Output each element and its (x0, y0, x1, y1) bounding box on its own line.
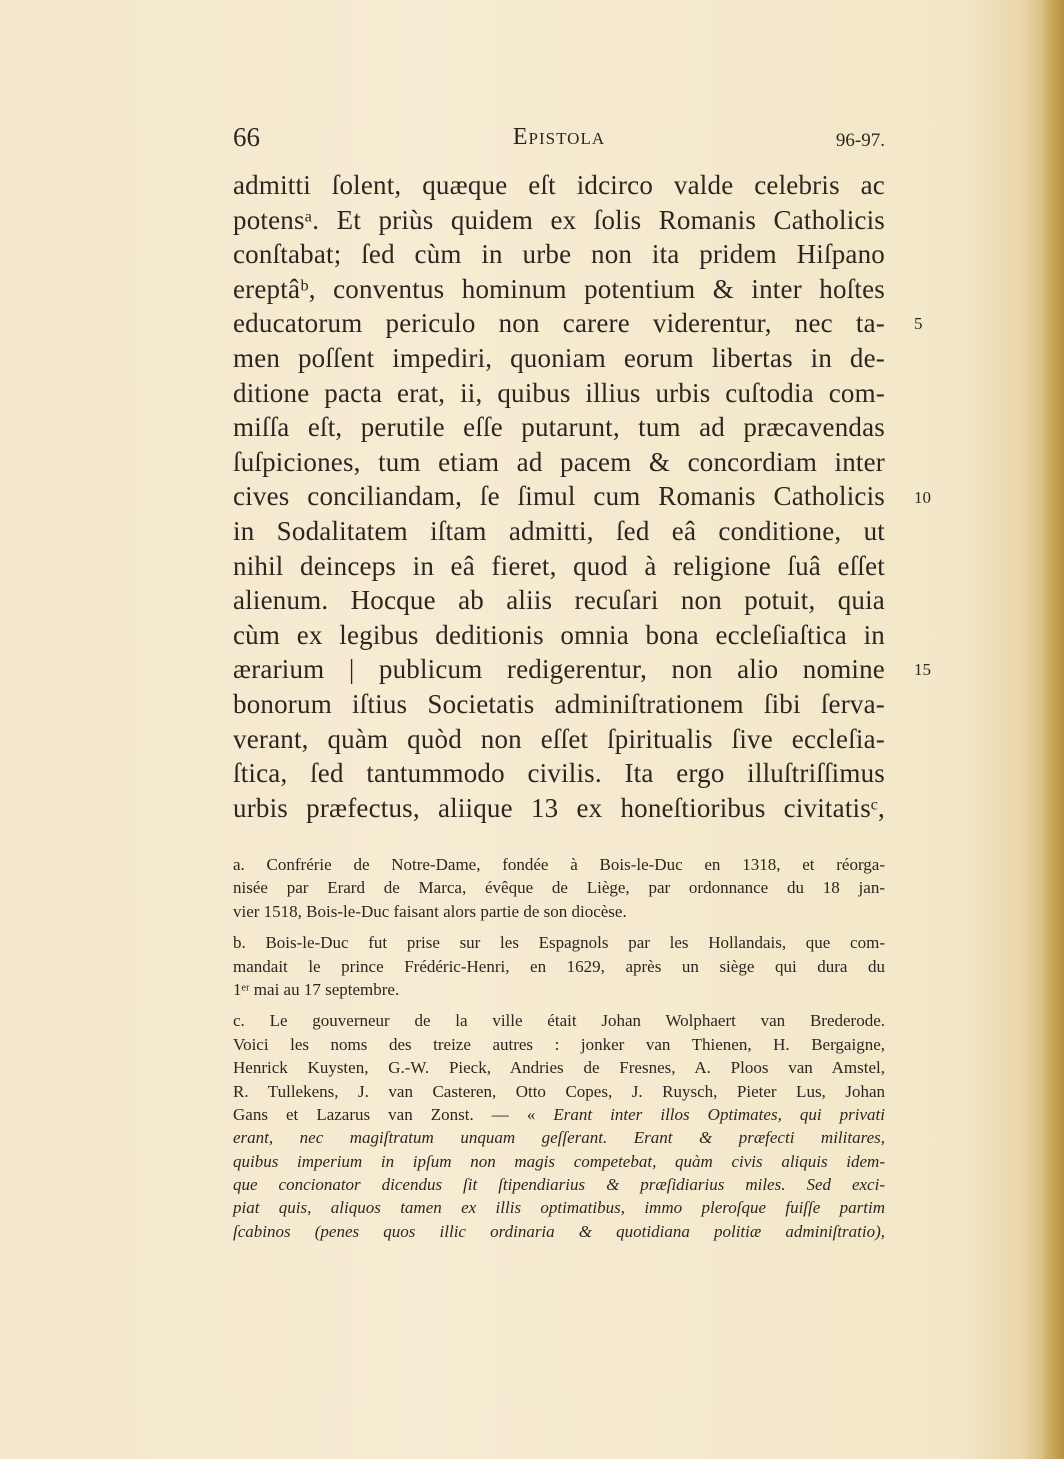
body-line: cùm ex legibus deditionis omnia bona eccleſiaſtica in (233, 619, 885, 650)
footnote-a-line: a. Confrérie de Notre-Dame, fondée à Bois-le-Duc en 1318, et réorga- (233, 855, 885, 874)
body-line: conſtabat; ſed cùm in urbe non ita pridem Hiſpano (233, 239, 885, 270)
running-header (233, 122, 885, 158)
footnote-c-quote-line: quibus imperium in ipſum non magis competebat, quàm civis aliquis idem- (233, 1151, 885, 1171)
footnote-c-quote-line: erant, nec magiſtratum unquam geſſerant. Erant & præfecti militares, (233, 1128, 885, 1148)
footnote-c-line: R. Tullekens, J. van Casteren, Otto Copes, J. Ruysch, Pieter Lus, Johan (233, 1081, 885, 1101)
footnote-c-quote-line: ſcabinos (penes quos illic ordinaria & quotidiana politiæ adminiſtratio), (233, 1221, 885, 1241)
footnote-a-line: nisée par Erard de Marca, évêque de Liège, par ordonnance du 18 jan- (233, 878, 885, 898)
page-range: 96-97. (835, 130, 885, 151)
footnote-c-quote-line: piat quis, aliquos tamen ex illis optimatibus, immo pleroſque fuiſſe partim (233, 1198, 885, 1218)
footnote-b-line: b. Bois-le-Duc fut prise sur les Espagnols par les Hollandais, que com- (233, 933, 885, 953)
running-title: Epistola (512, 124, 606, 150)
body-line: cives conciliandam, ſe ſimul cum Romanis Catholicis (233, 481, 885, 512)
footnote-c-roman-part: Gans et Lazarus van Zonst. — « (233, 1104, 554, 1124)
body-line: miſſa eſt, perutile eſſe putarunt, tum ad præcavendas (233, 412, 885, 443)
footnote-c-italic-part: Erant inter illos Optimates, qui privati (553, 1104, 885, 1124)
body-line: potensᵃ. Et priùs quidem ex ſolis Romanis Catholicis (233, 204, 885, 235)
body-line: ærarium | publicum redigerentur, non alio nomine (233, 654, 885, 685)
line-number: 10 (914, 488, 931, 507)
footnote-c-mixed-line (233, 1103, 885, 1126)
body-line: bonorum iſtius Societatis adminiſtrationem ſibi ſerva- (233, 688, 885, 719)
footnote-c-line: Henrick Kuysten, G.-W. Pieck, Andries de Fresnes, A. Ploos van Amstel, (233, 1058, 885, 1078)
footnote-c-quote-line: que concionator dicendus ſit ſtipendiarius & præſidiarius miles. Sed exci- (233, 1175, 885, 1195)
body-line: educatorum periculo non carere viderentur, nec ta- (233, 308, 885, 339)
body-line: ſtica, ſed tantummodo civilis. Ita ergo illuſtriſſimus (233, 758, 885, 789)
footnote-c-line: Voici les noms des treize autres : jonker van Thienen, H. Bergaigne, (233, 1034, 885, 1054)
body-line: ereptâᵇ, conventus hominum potentium & inter hoſtes (233, 273, 885, 304)
body-line: ditione pacta erat, ii, quibus illius urbis cuſtodia com- (233, 377, 885, 408)
page-number: 66 (233, 122, 260, 152)
footnote-b-line: 1ᵉʳ mai au 17 septembre. (233, 979, 400, 999)
footnote-a-line: vier 1518, Bois-le-Duc faisant alors partie de son diocèse. (233, 901, 627, 921)
footnotes (233, 853, 885, 1243)
footnote-b-line: mandait le prince Frédéric-Henri, en 1629, après un siège qui dura du (233, 956, 885, 976)
body-line: nihil deinceps in eâ fieret, quod à religione ſuâ eſſet (233, 550, 885, 581)
body-line: alienum. Hocque ab aliis recuſari non potuit, quia (233, 585, 885, 616)
line-number: 15 (914, 660, 931, 679)
line-number: 5 (914, 314, 923, 333)
body-line: admitti ſolent, quæque eſt idcirco valde celebris ac (233, 170, 885, 200)
body-line: urbis præfectus, aliique 13 ex honeſtioribus civitatisᶜ, (233, 792, 885, 823)
page-edge (1042, 0, 1064, 1459)
footnote-c-line: c. Le gouverneur de la ville était Johan Wolphaert van Brederode. (233, 1011, 885, 1031)
body-line: ſuſpiciones, tum etiam ad pacem & concordiam inter (233, 446, 885, 477)
body-line: verant, quàm quòd non eſſet ſpiritualis ſive eccleſia- (233, 723, 885, 754)
body-line: men poſſent impediri, quoniam eorum libertas in de- (233, 342, 885, 373)
body-text (233, 168, 885, 825)
body-line: in Sodalitatem iſtam admitti, ſed eâ conditione, ut (233, 515, 885, 546)
